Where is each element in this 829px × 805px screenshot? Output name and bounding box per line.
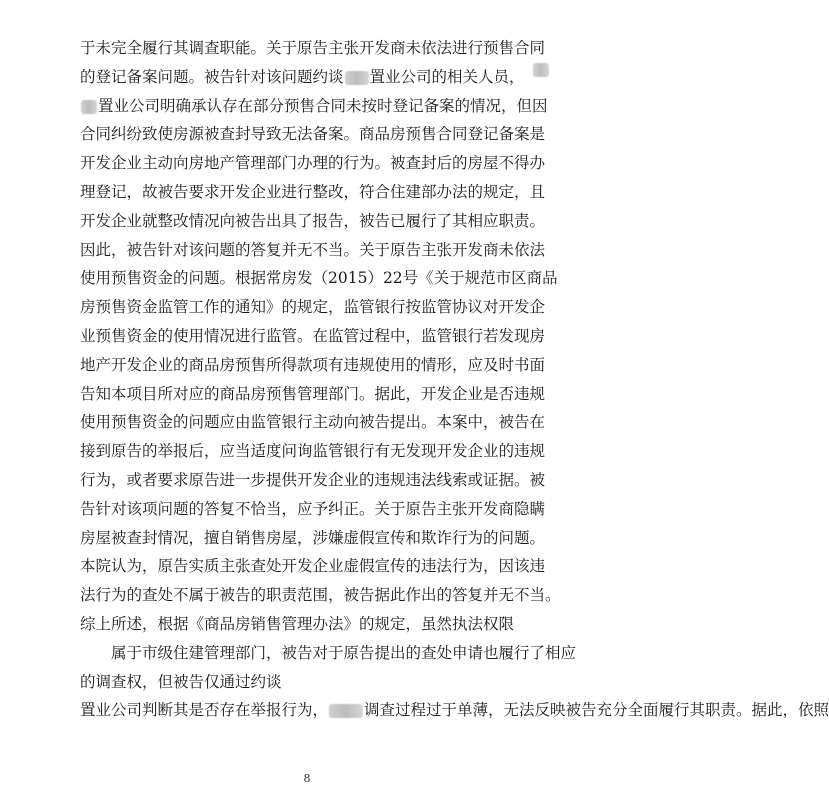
text-line-22: 属于市级住建管理部门，被告对于原告提出的查处申请也履行了相应 <box>111 643 577 662</box>
text-line-2: 的登记备案问题。被告针对该问题约谈 置业公司的相关人员， <box>80 63 550 92</box>
text-line-25 <box>80 725 550 754</box>
text-line-7: 开发企业就整改情况向被告出具了报告，被告已履行了其相应职责。 <box>80 211 546 230</box>
redaction-mark <box>329 704 363 718</box>
text-line-5: 开发企业主动向房地产管理部门办理的行为。被查封后的房屋不得办 <box>80 154 546 173</box>
text-line-10: 房预售资金监管工作的通知》的规定，监管银行按监管协议对开发企 <box>80 298 546 317</box>
text-line-4: 合同纠纷致使房源被查封导致无法备案。商品房预售合同登记备案是 <box>80 125 546 144</box>
text-line-12: 地产开发企业的商品房预售所得款项有违规使用的情形，应及时书面 <box>80 355 546 374</box>
redaction-mark <box>533 63 549 77</box>
text-line-17: 告针对该项问题的答复不恰当，应予纠正。关于原告主张开发商隐瞒 <box>80 499 546 518</box>
text-line-3: 置业公司明确承认存在部分预售合同未按时登记备案的情况，但因 <box>80 92 550 121</box>
text-line-6: 理登记，故被告要求开发企业进行整改，符合住建部办法的规定，且 <box>80 182 546 201</box>
text-line-8: 因此，被告针对该问题的答复并无不当。关于原告主张开发商未依法 <box>80 240 546 259</box>
text-line-9: 使用预售资金的问题。根据常房发（2015）22号《关于规范市区商品 <box>80 269 558 288</box>
page-number: 8 <box>303 772 311 785</box>
text-line-20: 法行为的查处不属于被告的职责范围，被告据此作出的答复并无不当。 <box>80 586 561 605</box>
body-text <box>80 34 829 754</box>
redaction-mark <box>345 71 369 85</box>
text-line-14: 使用预售资金的问题应由监管银行主动向被告提出。本案中，被告在 <box>80 413 546 432</box>
text-line-18: 房屋被查封情况，擅自销售房屋，涉嫌虚假宣传和欺诈行为的问题。 <box>80 528 546 547</box>
redaction-mark <box>81 100 97 114</box>
text-line-11: 业预售资金的使用情况进行监管。在监管过程中，监管银行若发现房 <box>80 326 546 345</box>
text-line-15: 接到原告的举报后，应当适度问询监管银行有无发现开发企业的违规 <box>80 442 546 461</box>
text-line-19: 本院认为，原告实质主张查处开发企业虚假宣传的违法行为，因该违 <box>80 557 546 576</box>
text-line-16: 行为，或者要求原告进一步提供开发企业的违规违法线索或证据。被 <box>80 470 546 489</box>
text-line-1: 于未完全履行其调查职能。关于原告主张开发商未依法进行预售合同 <box>80 39 546 57</box>
text-line-21: 综上所述，根据《商品房销售管理办法》的规定，虽然执法权限 <box>80 614 515 633</box>
text-line-23: 的调查权，但被告仅通过约谈 <box>80 672 282 691</box>
text-line-13: 告知本项目所对应的商品房预售管理部门。据此，开发企业是否违规 <box>80 384 546 403</box>
text-line-24: 置业公司判断其是否存在举报行为， 调查过程过于单薄，无法反映被告充分全面履行其职责。据此，依照 <box>80 701 829 720</box>
